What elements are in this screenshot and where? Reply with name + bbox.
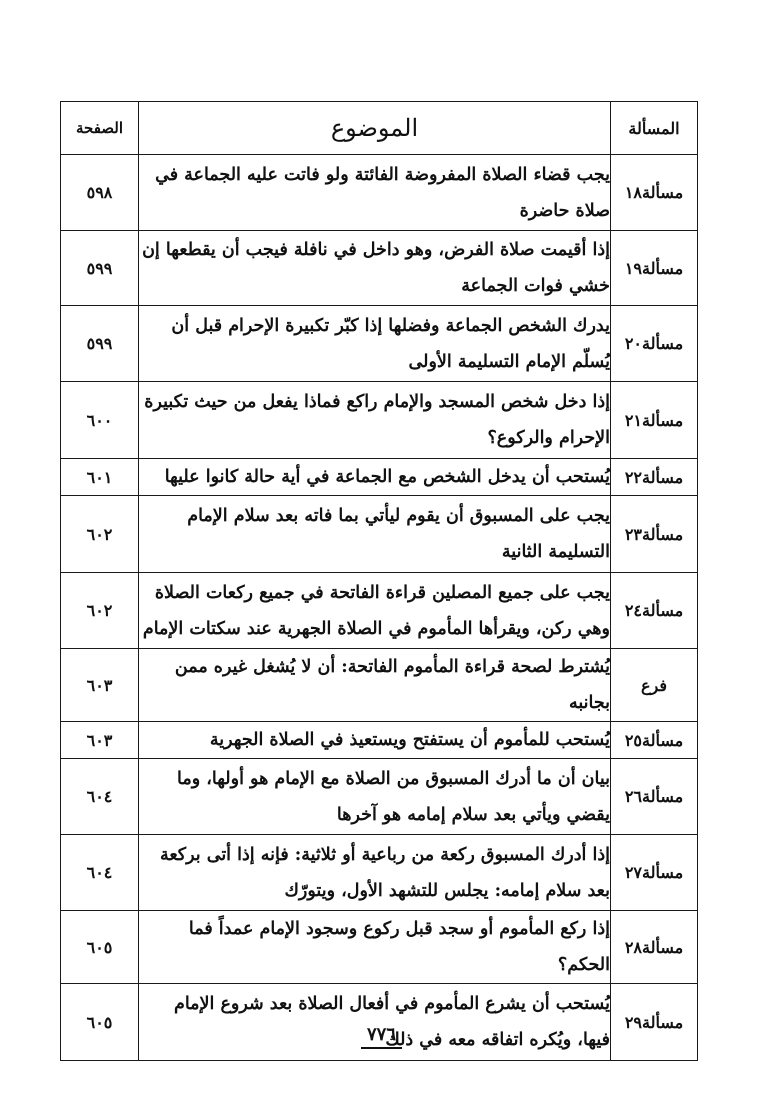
- table-row: [61, 722, 698, 759]
- header-page: الصفحة: [61, 102, 139, 155]
- cell-topic: بيان أن ما أدرك المسبوق من الصلاة مع الإمام هو أولها، وما يقضي ويأتي بعد سلام إمامه هو آخرها: [139, 759, 611, 835]
- table-row: [61, 496, 698, 573]
- header-row: [61, 102, 698, 155]
- cell-topic: إذا أدرك المسبوق ركعة من رباعية أو ثلاثية: فإنه إذا أتى بركعة بعد سلام إمامه: يجلس للتشهد الأول، ويتورّك: [139, 835, 611, 911]
- cell-issue: مسألة١٨: [611, 155, 698, 231]
- table-header: [61, 102, 698, 155]
- table-row: [61, 911, 698, 984]
- cell-page: ٦٠٣: [61, 649, 139, 722]
- table-row: [61, 649, 698, 722]
- cell-issue: مسألة١٩: [611, 231, 698, 306]
- cell-page: ٦٠٢: [61, 496, 139, 573]
- table-row: [61, 759, 698, 835]
- cell-page: ٥٩٩: [61, 306, 139, 382]
- cell-page: ٦٠٢: [61, 573, 139, 649]
- table-row: [61, 835, 698, 911]
- cell-page: ٦٠٥: [61, 911, 139, 984]
- cell-page: ٥٩٨: [61, 155, 139, 231]
- table-row: [61, 231, 698, 306]
- cell-issue: مسألة٢٥: [611, 722, 698, 759]
- index-table: [60, 101, 698, 1061]
- table-row: [61, 459, 698, 496]
- cell-page: ٦٠٣: [61, 722, 139, 759]
- cell-topic: يُستحب أن يدخل الشخص مع الجماعة في أية حالة كانوا عليها: [139, 459, 611, 496]
- table-row: [61, 382, 698, 459]
- table-body: [61, 155, 698, 1061]
- table-row: [61, 573, 698, 649]
- cell-topic: يُستحب للمأموم أن يستفتح ويستعيذ في الصلاة الجهرية: [139, 722, 611, 759]
- cell-issue: مسألة٢٣: [611, 496, 698, 573]
- cell-issue: فرع: [611, 649, 698, 722]
- cell-topic: إذا ركع المأموم أو سجد قبل ركوع وسجود الإمام عمداً فما الحكم؟: [139, 911, 611, 984]
- header-issue: المسألة: [611, 102, 698, 155]
- table-row: [61, 306, 698, 382]
- cell-issue: مسألة٢٠: [611, 306, 698, 382]
- cell-issue: مسألة٢٦: [611, 759, 698, 835]
- cell-issue: مسألة٢١: [611, 382, 698, 459]
- cell-issue: مسألة٢٢: [611, 459, 698, 496]
- cell-page: ٦٠٤: [61, 759, 139, 835]
- cell-page: ٦٠٥: [61, 984, 139, 1061]
- header-topic: الموضوع: [139, 102, 611, 155]
- cell-issue: مسألة٢٧: [611, 835, 698, 911]
- cell-topic: إذا أقيمت صلاة الفرض، وهو داخل في نافلة فيجب أن يقطعها إن خشي فوات الجماعة: [139, 231, 611, 306]
- cell-topic: يجب على جميع المصلين قراءة الفاتحة في جميع ركعات الصلاة وهي ركن، ويقرأها المأموم في الصلاة الجهرية عند سكتات الإمام: [139, 573, 611, 649]
- cell-topic: يجب على المسبوق أن يقوم ليأتي بما فاته بعد سلام الإمام التسليمة الثانية: [139, 496, 611, 573]
- cell-topic: يجب قضاء الصلاة المفروضة الفائتة ولو فاتت عليه الجماعة في صلاة حاضرة: [139, 155, 611, 231]
- cell-page: ٦٠١: [61, 459, 139, 496]
- cell-page: ٦٠٤: [61, 835, 139, 911]
- cell-issue: مسألة٢٨: [611, 911, 698, 984]
- cell-topic: يُشترط لصحة قراءة المأموم الفاتحة: أن لا يُشغل غيره ممن بجانبه: [139, 649, 611, 722]
- cell-page: ٦٠٠: [61, 382, 139, 459]
- table-row: [61, 155, 698, 231]
- cell-page: ٥٩٩: [61, 231, 139, 306]
- cell-issue: مسألة٢٩: [611, 984, 698, 1061]
- cell-topic: يُستحب أن يشرع المأموم في أفعال الصلاة بعد شروع الإمام فيها، ويُكره اتفاقه معه في ذلك: [139, 984, 611, 1061]
- cell-topic: إذا دخل شخص المسجد والإمام راكع فماذا يفعل من حيث تكبيرة الإحرام والركوع؟: [139, 382, 611, 459]
- page-footer: [0, 1024, 763, 1049]
- cell-topic: يدرك الشخص الجماعة وفضلها إذا كبّر تكبيرة الإحرام قبل أن يُسلّم الإمام التسليمة الأولى: [139, 306, 611, 382]
- cell-issue: مسألة٢٤: [611, 573, 698, 649]
- page-number: ٧٧٦: [361, 1024, 402, 1049]
